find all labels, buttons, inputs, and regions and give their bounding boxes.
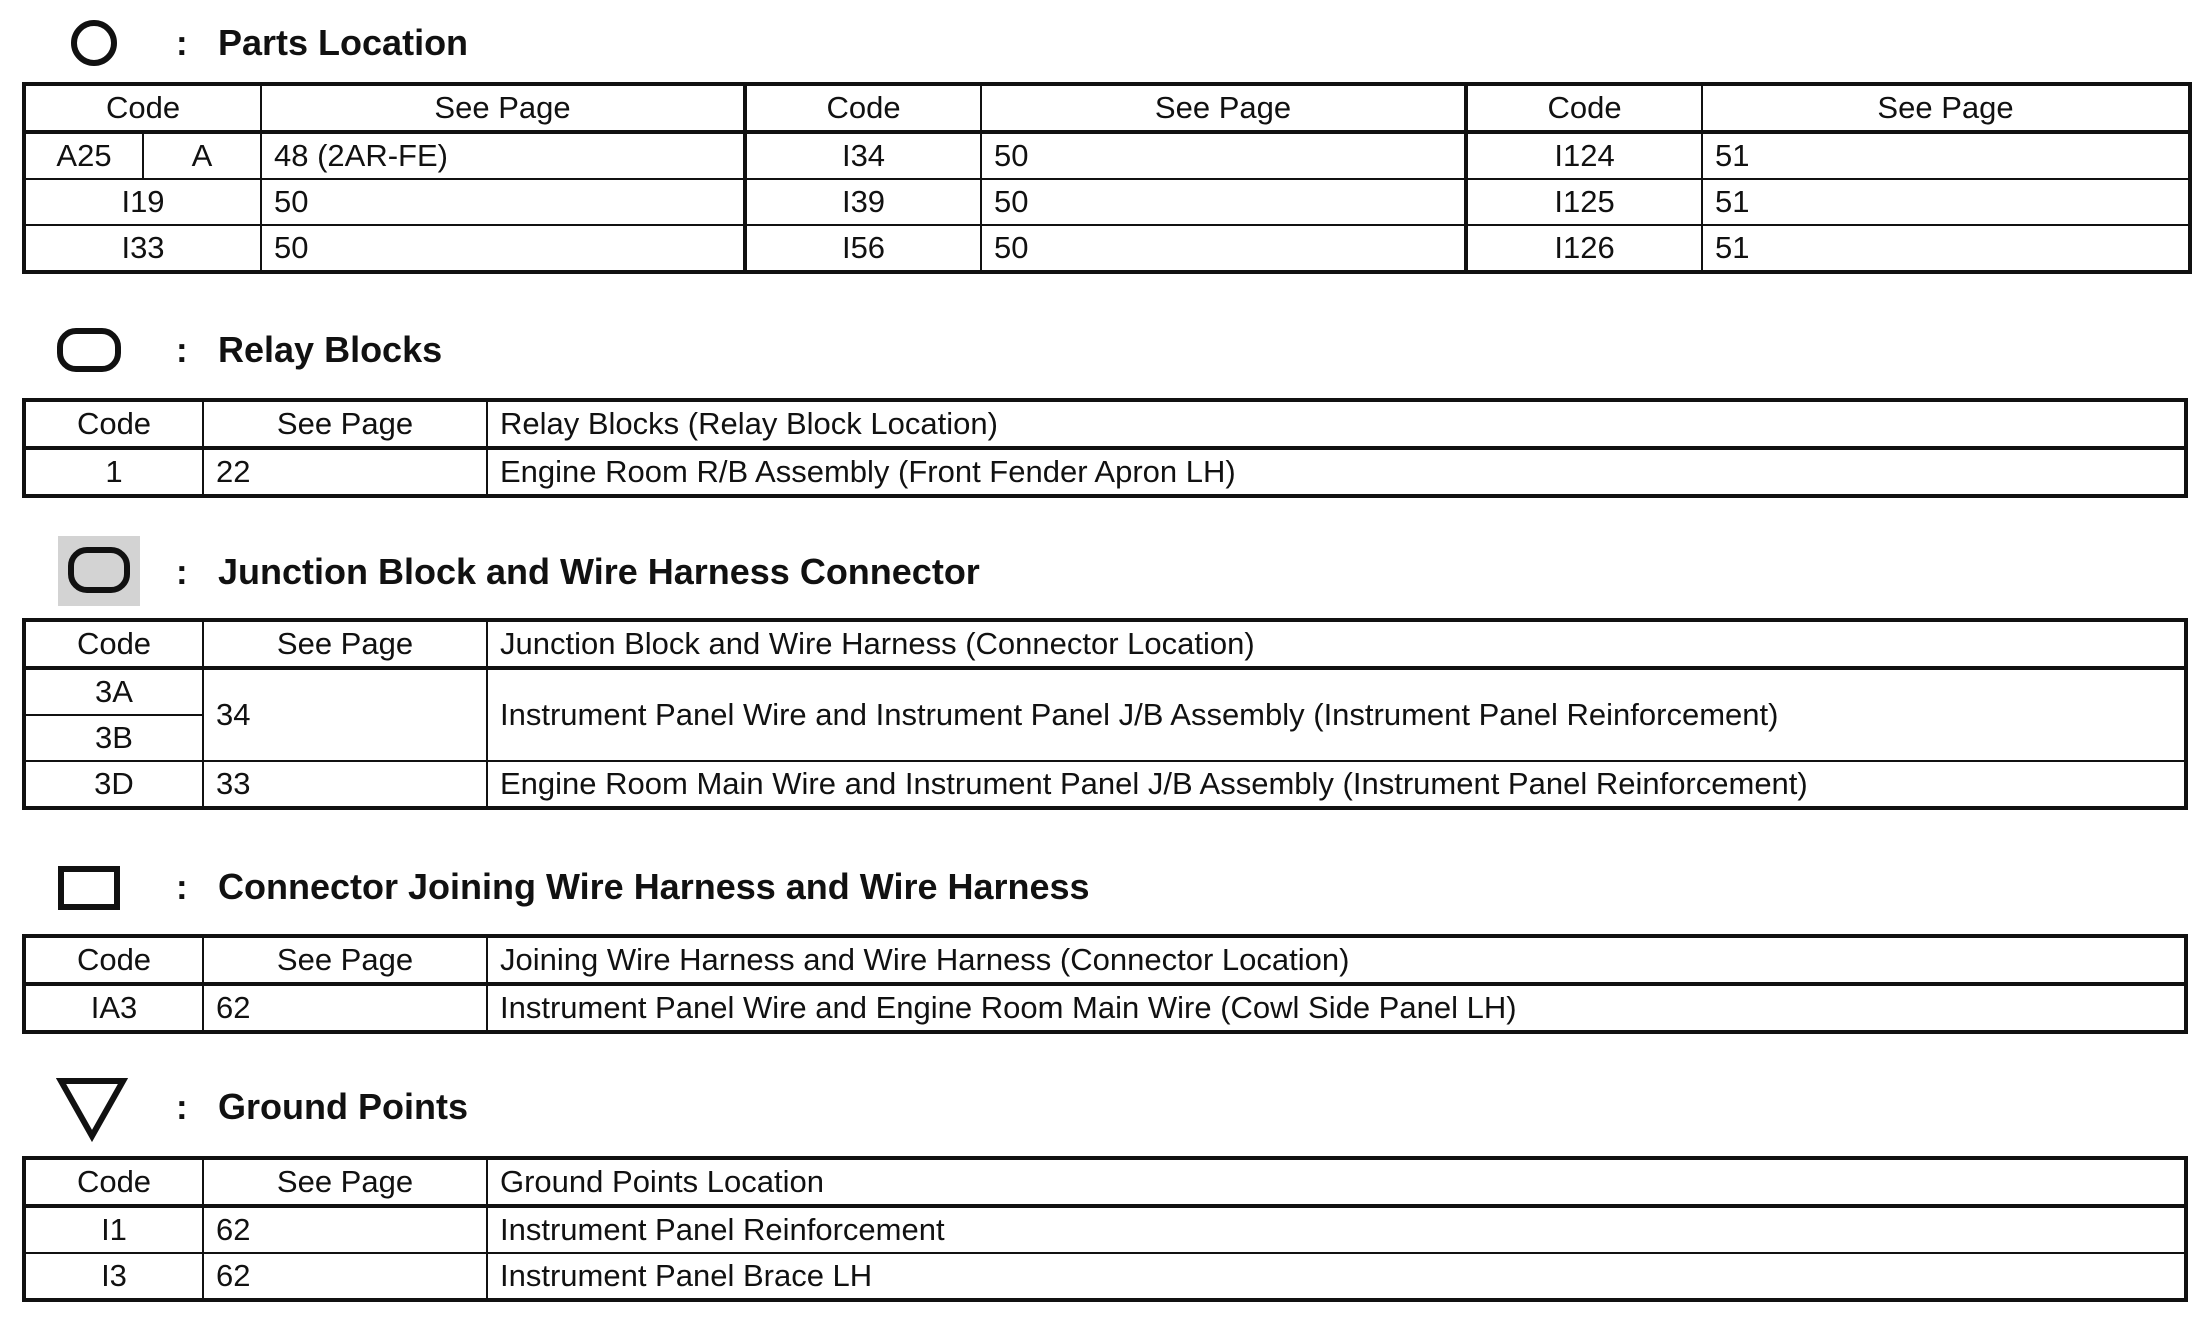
rounded-rectangle-icon: [56, 327, 124, 375]
header-code: Code: [745, 84, 981, 132]
header-see-page: See Page: [203, 1158, 487, 1206]
header-see-page: See Page: [981, 84, 1466, 132]
code-cell: I56: [745, 225, 981, 272]
page-cell: 51: [1702, 132, 2190, 179]
connector-joining-table: [22, 934, 2188, 1034]
page-cell: 62: [203, 984, 487, 1032]
page-cell: 62: [203, 1206, 487, 1253]
header-code: Code: [24, 84, 261, 132]
table-row: [24, 984, 2186, 1032]
relay-blocks-heading: [0, 315, 2208, 385]
page-cell: 50: [981, 132, 1466, 179]
parts-location-table: [22, 82, 2192, 274]
code-cell: I126: [1466, 225, 1702, 272]
table-row: [24, 179, 2190, 225]
page-cell: 51: [1702, 179, 2190, 225]
heading-colon: :: [176, 553, 188, 592]
page-cell: 33: [203, 761, 487, 808]
header-see-page: See Page: [203, 620, 487, 668]
header-code: Code: [24, 620, 203, 668]
header-see-page: See Page: [203, 400, 487, 448]
section-title: Parts Location: [218, 22, 469, 63]
page-cell: 62: [203, 1253, 487, 1300]
code-cell: 1: [24, 448, 203, 496]
connector-joining-heading: [0, 852, 2208, 922]
page-cell: 50: [981, 225, 1466, 272]
code-cell: I124: [1466, 132, 1702, 179]
description-cell: Instrument Panel Wire and Engine Room Main Wire (Cowl Side Panel LH): [487, 984, 2186, 1032]
table-row: [24, 1206, 2186, 1253]
code-cell: A25: [24, 132, 143, 179]
description-cell: Engine Room R/B Assembly (Front Fender Apron LH): [487, 448, 2186, 496]
header-code: Code: [24, 1158, 203, 1206]
page-cell: 34: [203, 668, 487, 761]
header-code: Code: [24, 400, 203, 448]
page-cell: 50: [261, 179, 745, 225]
table-header-row: [24, 936, 2186, 984]
code-cell: I3: [24, 1253, 203, 1300]
code-cell: I39: [745, 179, 981, 225]
triangle-down-icon: [56, 1076, 130, 1142]
code-sub-cell: A: [143, 132, 261, 179]
junction-block-heading: [0, 536, 2208, 606]
circle-icon: [68, 16, 122, 70]
page-cell: 50: [261, 225, 745, 272]
table-header-row: [24, 1158, 2186, 1206]
table-header-row: [24, 84, 2190, 132]
table-row: [24, 1253, 2186, 1300]
header-see-page: See Page: [1702, 84, 2190, 132]
code-cell: I125: [1466, 179, 1702, 225]
code-cell: 3B: [24, 715, 203, 761]
section-title: Connector Joining Wire Harness and Wire Harness: [218, 866, 1090, 907]
description-cell: Engine Room Main Wire and Instrument Panel J/B Assembly (Instrument Panel Reinforcement): [487, 761, 2186, 808]
heading-colon: :: [176, 331, 188, 370]
code-cell: 3A: [24, 668, 203, 715]
code-cell: 3D: [24, 761, 203, 808]
header-description: Ground Points Location: [487, 1158, 2186, 1206]
description-cell: Instrument Panel Reinforcement: [487, 1206, 2186, 1253]
table-header-row: [24, 400, 2186, 448]
page-cell: 51: [1702, 225, 2190, 272]
page-cell: 50: [981, 179, 1466, 225]
header-code: Code: [1466, 84, 1702, 132]
ground-points-table: [22, 1156, 2188, 1302]
header-see-page: See Page: [261, 84, 745, 132]
junction-block-table: [22, 618, 2188, 810]
code-cell: I19: [24, 179, 261, 225]
description-cell: Instrument Panel Brace LH: [487, 1253, 2186, 1300]
table-row: [24, 225, 2190, 272]
header-description: Junction Block and Wire Harness (Connector Location): [487, 620, 2186, 668]
code-cell: I34: [745, 132, 981, 179]
table-row: [24, 668, 2186, 715]
page-cell: 48 (2AR-FE): [261, 132, 745, 179]
code-cell: IA3: [24, 984, 203, 1032]
ground-points-heading: [0, 1072, 2208, 1142]
relay-blocks-table: [22, 398, 2188, 498]
section-title: Relay Blocks: [218, 329, 443, 370]
table-row: [24, 132, 2190, 179]
heading-colon: :: [176, 24, 188, 63]
table-header-row: [24, 620, 2186, 668]
table-row: [24, 448, 2186, 496]
shaded-rounded-rectangle-icon: [58, 536, 142, 608]
heading-colon: :: [176, 868, 188, 907]
section-title: Ground Points: [218, 1086, 468, 1127]
header-see-page: See Page: [203, 936, 487, 984]
header-description: Joining Wire Harness and Wire Harness (Connector Location): [487, 936, 2186, 984]
parts-location-heading: [0, 8, 2208, 78]
code-cell: I1: [24, 1206, 203, 1253]
page-cell: 22: [203, 448, 487, 496]
rectangle-icon: [56, 864, 124, 914]
table-row: [24, 761, 2186, 808]
section-title: Junction Block and Wire Harness Connector: [218, 551, 980, 592]
header-code: Code: [24, 936, 203, 984]
heading-colon: :: [176, 1088, 188, 1127]
description-cell: Instrument Panel Wire and Instrument Panel J/B Assembly (Instrument Panel Reinforcement): [487, 668, 2186, 761]
header-description: Relay Blocks (Relay Block Location): [487, 400, 2186, 448]
code-cell: I33: [24, 225, 261, 272]
